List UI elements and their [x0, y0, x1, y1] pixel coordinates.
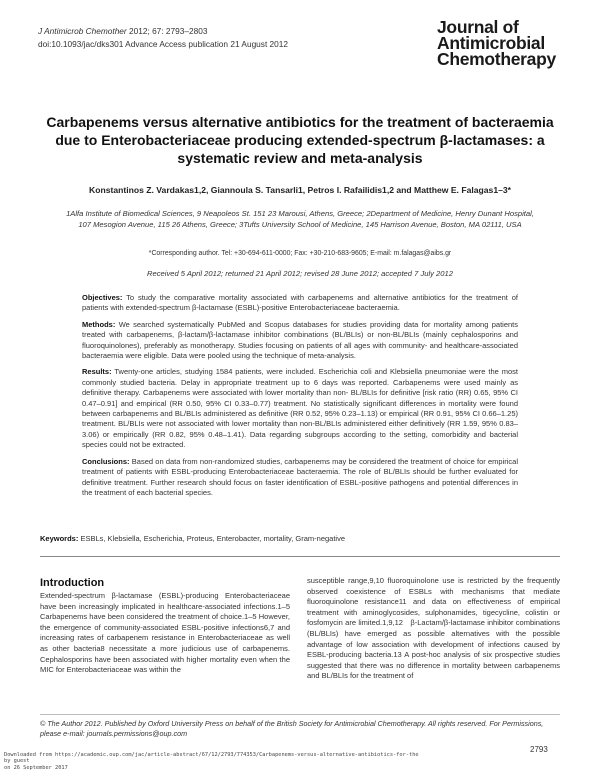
article-title: Carbapenems versus alternative antibiotics for the treatment of bacteraemia due to Enterobacteriaceae producing extended-spectrum β-lactamases: a systematic review and meta-analysis — [46, 114, 554, 166]
section-divider — [40, 556, 560, 557]
abstract — [82, 293, 518, 504]
keywords-label: Keywords: — [40, 534, 79, 543]
abstract-objectives — [82, 293, 518, 314]
objectives-text: To study the comparative mortality associated with carbapenems and alternative antibiotics for the treatment of patients with extended-spectrum β-lactamase (ESBL)-positive Enterobacteriaceae bacteraemia. — [82, 293, 518, 313]
intro-column-2 — [307, 576, 560, 682]
download-url: Downloaded from https://academic.oup.com/jac/article-abstract/67/12/2793/774353/Carbapenems-versus-alternative-antibiotics-for-the — [4, 752, 419, 758]
download-watermark — [4, 752, 419, 771]
abstract-conclusions — [82, 457, 518, 499]
received-dates: Received 5 April 2012; returned 21 April 2012; revised 28 June 2012; accepted 7 July 2012 — [147, 269, 453, 278]
download-date: on 26 September 2017 — [4, 764, 68, 771]
corresponding-author: *Corresponding author. Tel: +30-694-611-0000; Fax: +30-210-683-9605; E-mail: m.falagas@aibs.gr — [148, 250, 452, 257]
logo-line-1: Journal of — [437, 17, 519, 37]
page-number: 2793 — [530, 745, 548, 754]
introduction-heading: Introduction — [40, 577, 105, 589]
objectives-label: Objectives: — [82, 293, 123, 302]
logo-line-3: Chemotherapy — [437, 49, 556, 69]
logo-line-2: Antimicrobial — [437, 33, 545, 53]
copyright-notice: © The Author 2012. Published by Oxford University Press on behalf of the British Society for Antimicrobial Chemotherapy. All rights reserved. For Permissions, please e-mail: journals.permissions@oup.com — [40, 714, 560, 739]
citation-line — [38, 25, 288, 38]
conclusions-label: Conclusions: — [82, 456, 130, 466]
doi-line[interactable]: doi:10.1093/jac/dks301 Advance Access publication 21 August 2012 — [38, 38, 289, 49]
methods-text: We searched systematically PubMed and Scopus databases for studies providing data for mortality among patients treated with carbapenems, β-lactam/β-lactamase inhibitor combinations (BL/BLIs) or non-BL/BLIs (mainly cephalosporins and fluoroquinolones), preferably as monotherapy. Studies focusing on patients of all ages with community- and healthcare-associated bacteraemia were eligible. Data were pooled using the technique of meta-analysis. — [82, 319, 518, 361]
intro-column-1 — [40, 591, 290, 676]
citation-details: 2012; 67: 2793–2803 — [129, 26, 208, 36]
author-list: Konstantinos Z. Vardakas1,2, Giannoula S. Tansarli1, Petros I. Rafailidis1,2 and Matthew E. Falagas1–3* — [88, 185, 512, 195]
intro-paragraph-2: susceptible range,9,10 fluoroquinolone use is restricted by the frequently observed coexistence of ESBLs with mechanisms that mediate fluoroquinolone resistance11 and data on effectiveness of empirical treatment with aminoglycosides, sulphonamides, tigecycline, colistin or fosfomycin are limited.1,9,12 β-Lactam/β-lactamase inhibitor combinations (BL/BLIs) have emerged as possible alternatives with the possible advantage of low association with development of infections caused by ESBL-producing bacteria.13 A post-hoc analysis of six prospective studies suggested that there was no difference in mortality between carbapenems and BL/BLIs for the treatment of — [307, 576, 560, 681]
journal-logo — [437, 19, 556, 67]
results-label: Results: — [82, 367, 112, 377]
abstract-methods — [82, 320, 518, 362]
methods-label: Methods: — [82, 319, 116, 329]
journal-abbrev: J Antimicrob Chemother — [38, 26, 127, 36]
results-text: Twenty-one articles, studying 1584 patients, were included. Escherichia coli and Klebsiella pneumoniae were the most commonly studied bacteria. Delay in appropriate treatment up to 6 days was reported. Carbapenems were used mainly as definitive therapy. Carbapenems were associated with lower mortality than non- BL/BLIs for definitive [risk ratio (RR) 0.65, 95% CI 0.47–0.91] and empirical (RR 0.50, 95% CI 0.33–0.77) treatment. No statistically significant differences in mortality were found between carbapenems and BL/BLIs administered as definitive (RR 0.52, 95% 0.23–1.13) or empirical (RR 0.91, 95% CI 0.66–1.25) treatment. BL/BLIs were not associated with lower mortality than non-BL/BLIs administered either definitively (RR 1.59, 95% 0.83–3.06) or empirically (RR 0.82, 95% 0.48–1.41). Data regarding subgroups according to the setting, comorbidity and bacterial species could not be extracted. — [82, 367, 519, 450]
keywords — [40, 534, 560, 543]
intro-paragraph-1: Extended-spectrum β-lactamase (ESBL)-producing Enterobacteriaceae have been increasingly implicated in healthcare-associated infections.1–5 Carbapenems have been considered the treatment of choice.1–5 However, the emergence of community-associated ESBL-positive infections6,7 and increasing rates of carbapenem resistance in Enterobacteriaceae as well as other bacteria8 necessitate a more judicious use of carbapenems. Cephalosporins have been associated with higher mortality even when the MIC for Enterobacteriaceae was within the — [40, 591, 290, 675]
conclusions-text: Based on data from non-randomized studies, carbapenems may be considered the treatment of choice for empirical treatment of patients with ESBL-producing Enterobacteriaceae bacteraemia. The role of BL/BLIs should be further evaluated for definitive treatment. Further research should focus on faster identification of ESBL-positive pathogens and potential differences in the treatment of each bacterial species. — [82, 456, 518, 497]
citation-block — [38, 25, 288, 50]
keywords-text: ESBLs, Klebsiella, Escherichia, Proteus, Enterobacter, mortality, Gram-negative — [80, 534, 345, 543]
abstract-results — [82, 367, 518, 450]
affiliations: 1Alfa Institute of Biomedical Sciences, 9 Neapoleos St. 151 23 Marousi, Athens, Greece; 2Department of Medicine, Henry Dunant Hospital, 107 Mesogion Avenue, 115 26 Athens, Greece; 3Tufts University School of Medicine, 145 Harrison Avenue, Boston, MA 02111, USA — [66, 209, 534, 229]
download-by: by guest — [4, 758, 30, 765]
